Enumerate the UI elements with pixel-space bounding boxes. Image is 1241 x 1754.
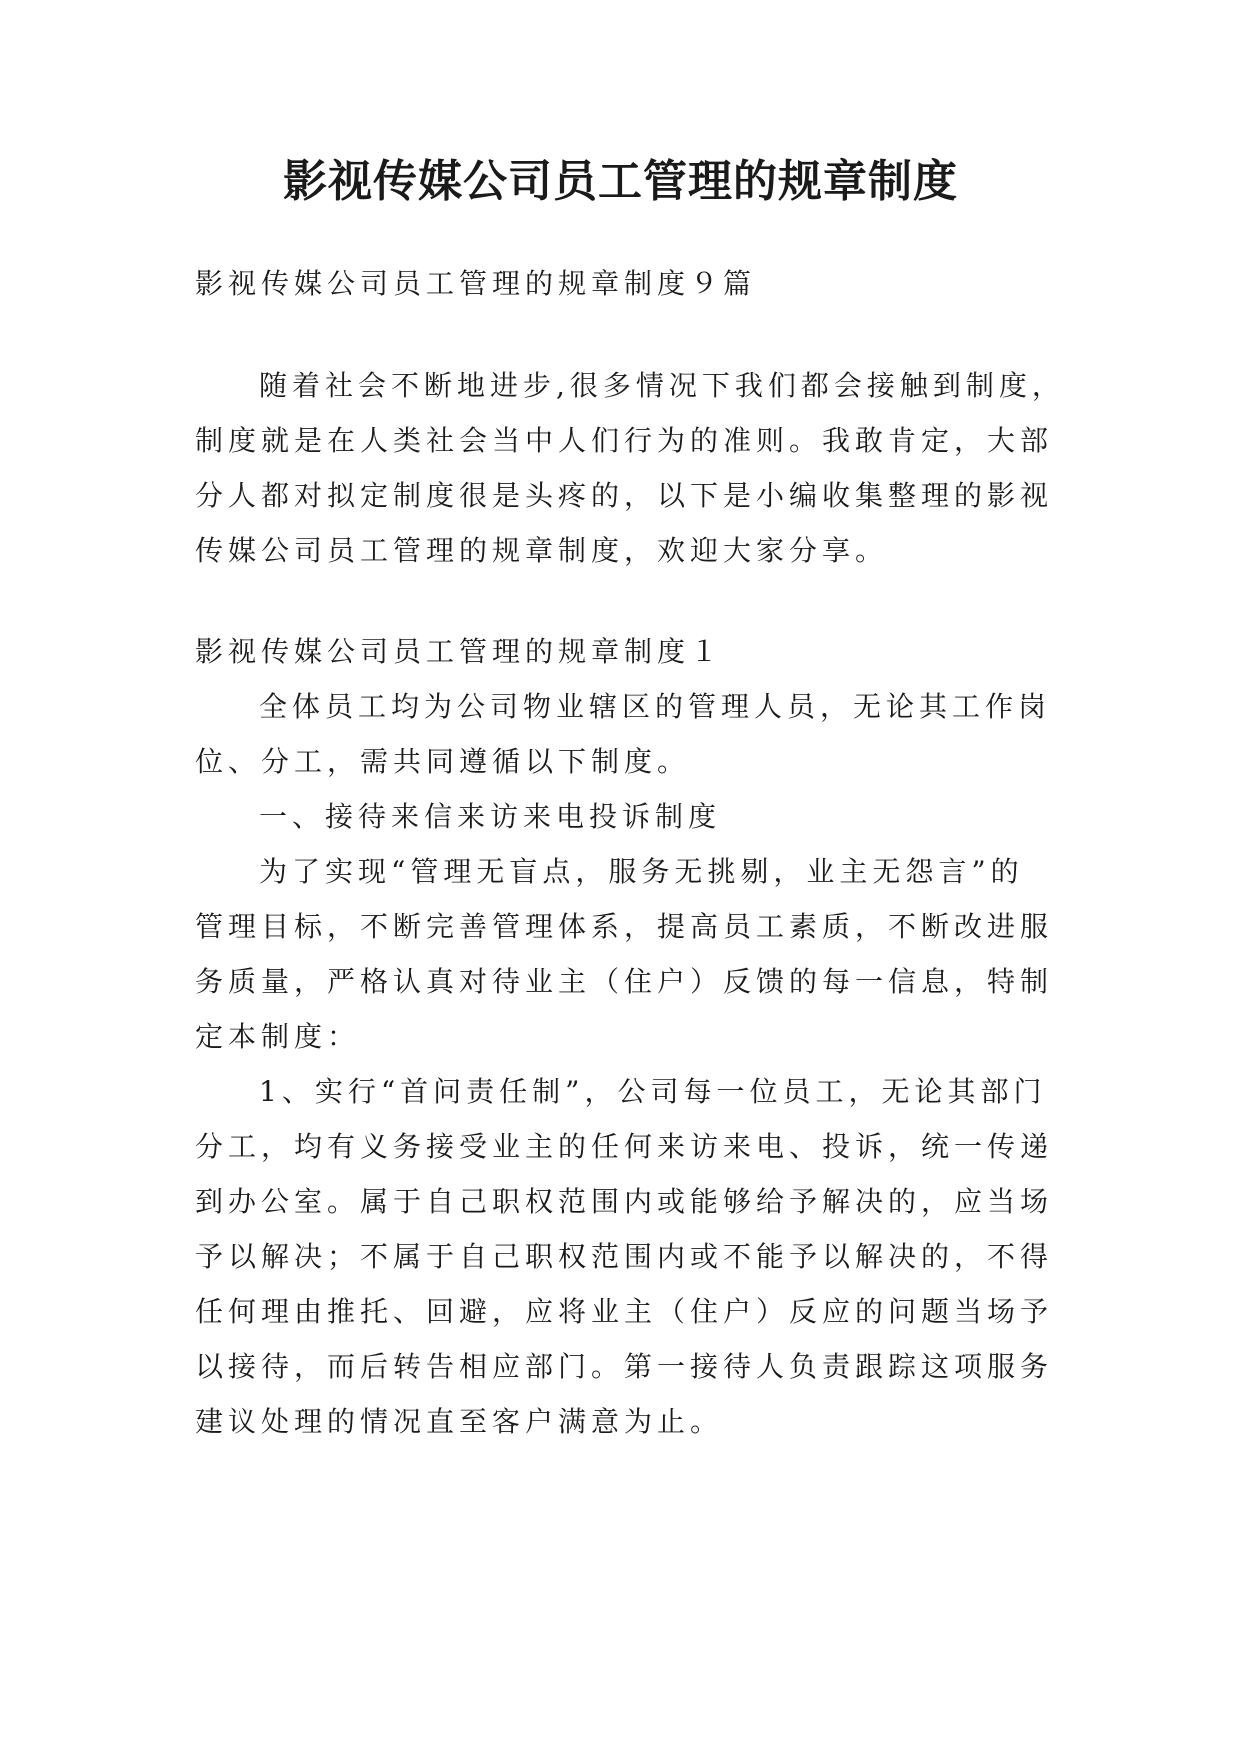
para1-line-1: 全体员工均为公司物业辖区的管理人员，无论其工作岗 xyxy=(259,690,1052,723)
para3-line-5: 任何理由推托、回避，应将业主（住户）反应的问题当场予 xyxy=(195,1295,1054,1328)
item1-heading: 一、接待来信来访来电投诉制度 xyxy=(259,800,722,833)
intro-line-4: 传媒公司员工管理的规章制度，欢迎大家分享。 xyxy=(195,534,889,567)
para2-line-3: 务质量，严格认真对待业主（住户）反馈的每一信息，特制 xyxy=(195,965,1054,998)
intro-line-2: 制度就是在人类社会当中人们行为的准则。我敢肯定，大部 xyxy=(195,424,1054,457)
para3-line-2: 分工，均有义务接受业主的任何来访来电、投诉，统一传递 xyxy=(195,1130,1054,1163)
para1-line-2: 位、分工，需共同遵循以下制度。 xyxy=(195,745,691,778)
document-subtitle: 影视传媒公司员工管理的规章制度９篇 xyxy=(195,267,757,300)
document-title: 影视传媒公司员工管理的规章制度 xyxy=(283,156,958,207)
intro-line-3: 分人都对拟定制度很是头疼的，以下是小编收集整理的影视 xyxy=(195,479,1054,512)
para2-line-1: 为了实现“管理无盲点，服务无挑剔，业主无怨言”的 xyxy=(259,855,1024,888)
section-heading: 影视传媒公司员工管理的规章制度１ xyxy=(195,635,724,668)
para2-line-2: 管理目标，不断完善管理体系，提高员工素质，不断改进服 xyxy=(195,910,1054,943)
para3-line-3: 到办公室。属于自己职权范围内或能够给予解决的，应当场 xyxy=(195,1185,1054,1218)
para3-line-6: 以接待，而后转告相应部门。第一接待人负责跟踪这项服务 xyxy=(195,1350,1054,1383)
para2-line-4: 定本制度： xyxy=(195,1020,361,1053)
para3-line-7: 建议处理的情况直至客户满意为止。 xyxy=(195,1405,724,1438)
para3-line-1: 1、实行“首问责任制”，公司每一位员工，无论其部门 xyxy=(259,1075,1047,1108)
para3-line-4: 予以解决；不属于自己职权范围内或不能予以解决的，不得 xyxy=(195,1240,1054,1273)
intro-line-1: 随着社会不断地进步,很多情况下我们都会接触到制度， xyxy=(259,369,1065,402)
